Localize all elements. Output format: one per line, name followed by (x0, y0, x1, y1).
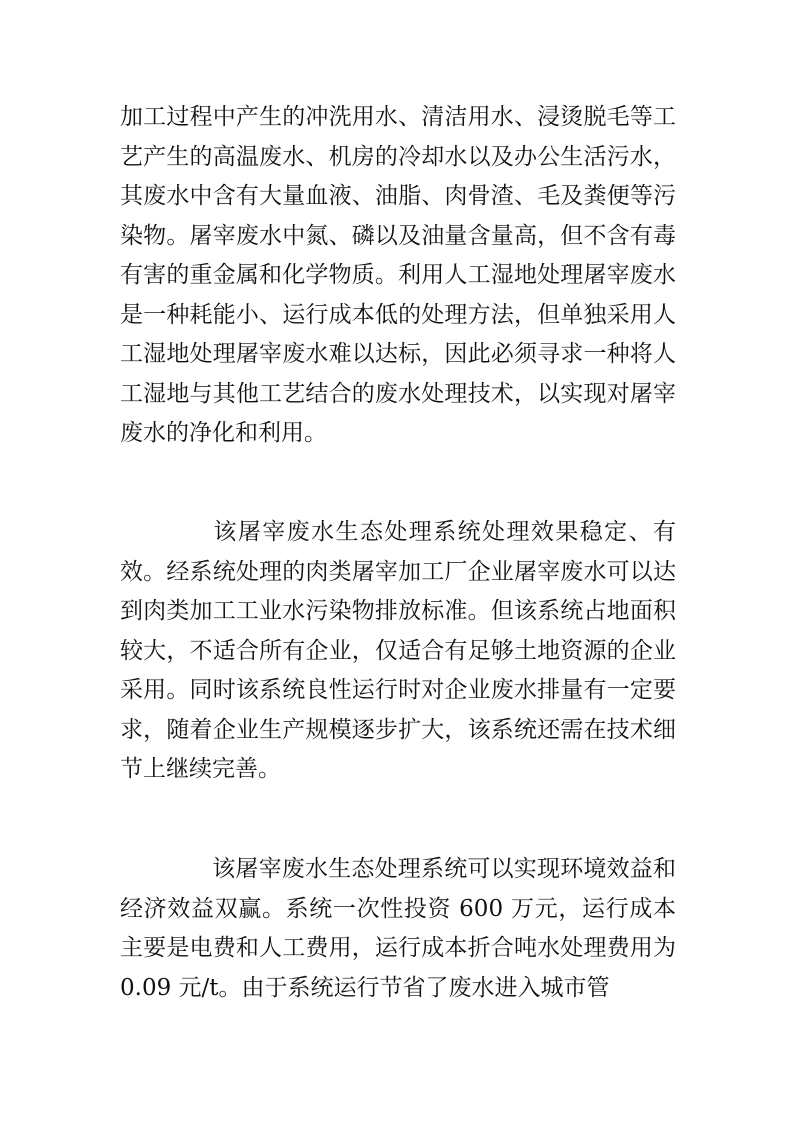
paragraph-3 (120, 850, 676, 1008)
paragraph-2 (120, 513, 676, 790)
paragraph-1 (120, 98, 676, 454)
paragraph-1-text: 加工过程中产生的冲洗用水、清洁用水、浸烫脱毛等工艺产生的高温废水、机房的冷却水以及办公生活污水，其废水中含有大量血液、油脂、肉骨渣、毛及粪便等污染物。屠宰废水中氮、磷以及油量含量高，但不含有毒有害的重金属和化学物质。利用人工湿地处理屠宰废水是一种耗能小、运行成本低的处理方法，但单独采用人工湿地处理屠宰废水难以达标，因此必须寻求一种将人工湿地与其他工艺结合的废水处理技术，以实现对屠宰废水的净化和利用。 (120, 104, 676, 446)
paragraph-2-text: 该屠宰废水生态处理系统处理效果稳定、有效。经系统处理的肉类屠宰加工厂企业屠宰废水可以达到肉类加工工业水污染物排放标准。但该系统占地面积较大，不适合所有企业，仅适合有足够土地资源的企业采用。同时该系统良性运行时对企业废水排量有一定要求，随着企业生产规模逐步扩大，该系统还需在技术细节上继续完善。 (120, 519, 676, 782)
paragraph-3-text: 该屠宰废水生态处理系统可以实现环境效益和经济效益双赢。系统一次性投资 600 万元，运行成本主要是电费和人工费用，运行成本折合吨水处理费用为 0.09 元/t。由于系统运行节省了废水进入城市管 (120, 856, 676, 1001)
